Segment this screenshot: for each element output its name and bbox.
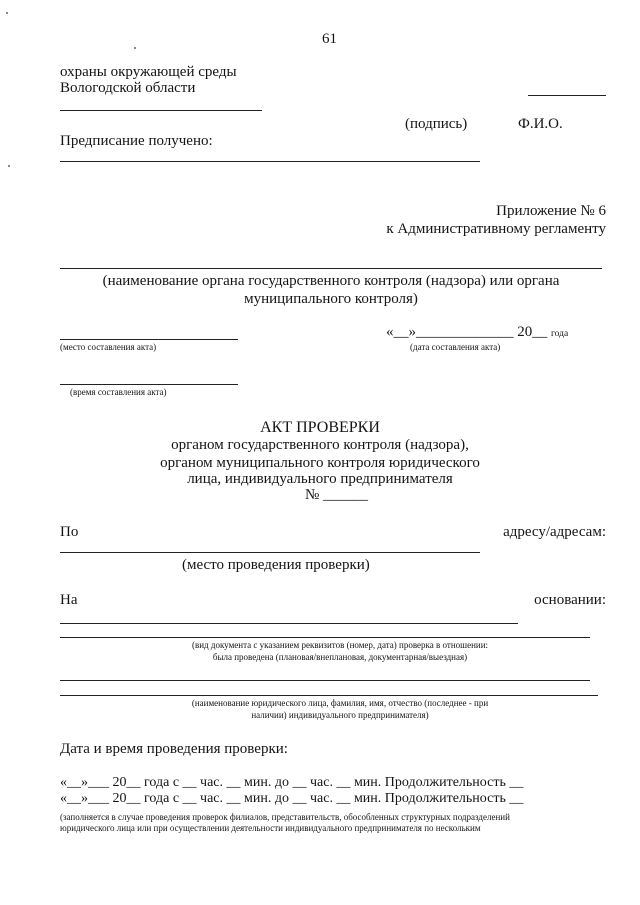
basis-prefix: На [60,592,78,608]
place-line [60,339,238,340]
entity-line-1 [60,680,590,681]
appendix-line1: Приложение № 6 [496,203,606,219]
appendix-line2: к Административному регламенту [386,221,606,237]
time-label: (время составления акта) [70,387,167,397]
header-line2: Вологодской области [60,80,196,96]
date-field [386,324,568,341]
fio-line [528,95,606,96]
act-subtitle-3: лица, индивидуального предпринимателя [187,471,453,487]
basis-label-2: была проведена (плановая/внеплановая, документарная/выездная) [212,652,468,662]
authority-label-1: (наименование органа государственного контроля (надзора) или органа [102,273,560,289]
place-label: (место составления акта) [60,342,157,352]
basis-line-1 [60,623,518,624]
datetime-row-1: «__»___ 20__ года с __ час. __ мин. до __ час. __ мин. Продолжительность __ [60,775,524,790]
address-label: (место проведения проверки) [182,557,370,573]
page-number: 61 [322,31,337,47]
act-number: № ______ [305,487,369,503]
entity-label-2: наличии) индивидуального предпринимателя) [251,710,429,720]
address-suffix: адресу/адресам: [503,524,606,540]
address-prefix: По [60,524,79,540]
header-line1: охраны окружающей среды [60,64,237,80]
authority-label-2: муниципального контроля) [244,291,418,307]
authority-line [60,268,602,269]
basis-suffix: основании: [534,592,606,608]
date-label: (дата составления акта) [410,342,501,352]
entity-line-2 [60,695,598,696]
fio-label: Ф.И.О. [518,116,563,132]
basis-line-2 [60,637,590,638]
date-prefix: «__»_____________ 20__ [386,324,548,340]
entity-label-1: (наименование юридического лица, фамилия, имя, отчество (последнее - при [191,698,489,708]
datetime-note-1: (заполняется в случае проведения проверок филиалов, представительств, обособленных структурных подразделений [60,812,510,822]
act-title: АКТ ПРОВЕРКИ [260,419,380,436]
datetime-row-2: «__»___ 20__ года с __ час. __ мин. до __ час. __ мин. Продолжительность __ [60,791,524,806]
scan-speck [8,165,10,167]
act-subtitle-1: органом государственного контроля (надзора), [171,437,469,453]
datetime-heading: Дата и время проведения проверки: [60,741,288,757]
scan-speck [134,47,136,49]
address-line [60,552,480,553]
received-label: Предписание получено: [60,133,213,149]
act-subtitle-2: органом муниципального контроля юридического [160,455,480,471]
scan-speck [6,12,8,14]
signature-label: (подпись) [405,116,468,132]
header-underline [60,110,262,111]
datetime-note-2: юридического лица или при осуществлении деятельности индивидуального предпринимателя по нескольким [60,823,481,833]
time-line [60,384,238,385]
date-year-word: года [551,329,569,339]
basis-label-1: (вид документа с указанием реквизитов (номер, дата) проверка в отношении: [191,640,489,650]
received-line [60,161,480,162]
